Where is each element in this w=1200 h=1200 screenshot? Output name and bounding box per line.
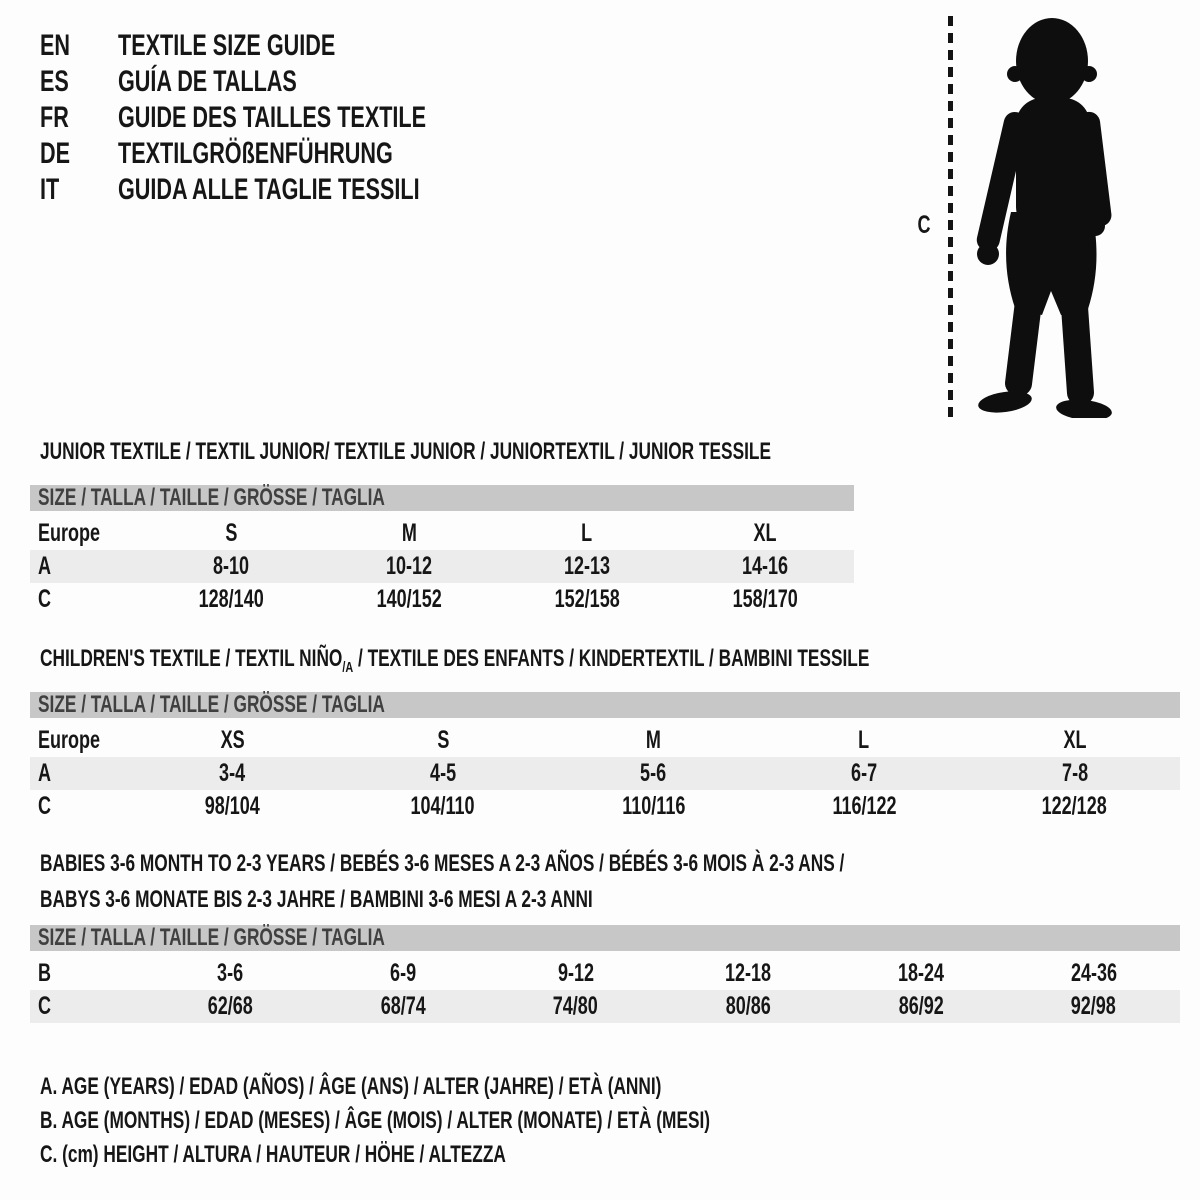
size-value-cell: 86/92 [898, 992, 944, 1020]
size-value-cell: 158/170 [732, 585, 798, 613]
row-label: C [38, 792, 52, 820]
size-header-bar: SIZE / TALLA / TAILLE / GRÖSSE / TAGLIA [30, 485, 854, 511]
size-value-cell: 128/140 [198, 585, 264, 613]
table-row-height-cm [30, 583, 854, 616]
size-value-cell: 104/110 [410, 792, 475, 820]
size-value-cell: 110/116 [621, 792, 686, 820]
size-value-cell: 24-36 [1070, 959, 1117, 987]
row-label: C [38, 585, 52, 613]
size-value-cell: 68/74 [380, 992, 426, 1020]
size-value-cell: 10-12 [385, 552, 433, 580]
children-size-table [30, 692, 1180, 823]
row-label: A [38, 552, 52, 580]
measurement-legend [40, 1070, 971, 1172]
size-header-bar: SIZE / TALLA / TAILLE / GRÖSSE / TAGLIA [30, 925, 1180, 951]
legend-line-c: C. (cm) HEIGHT / ALTURA / HAUTEUR / HÖHE / ALTEZZA [40, 1141, 506, 1168]
language-label: TEXTILGRÖßENFÜHRUNG [118, 137, 393, 170]
size-value-cell: 116/122 [832, 792, 897, 820]
language-row [40, 28, 546, 64]
size-value-cell: 80/86 [725, 992, 771, 1020]
size-value-cell: 122/128 [1042, 792, 1108, 820]
size-value-cell: 8-10 [212, 552, 250, 580]
language-row [40, 136, 546, 172]
size-value-cell: XL [1063, 726, 1087, 754]
language-code: IT [40, 173, 60, 206]
size-value-cell: 12-18 [725, 959, 772, 987]
table-row-height-cm [30, 990, 1180, 1023]
height-measure-dashed-line [948, 16, 953, 418]
size-value-cell: M [401, 519, 417, 547]
size-value-cell: 92/98 [1071, 992, 1117, 1020]
size-value-cell: 9-12 [557, 959, 594, 987]
size-value-cell: 140/152 [376, 585, 442, 613]
size-value-cell: S [224, 519, 238, 547]
toddler-silhouette-image [960, 14, 1140, 418]
size-value-cell: L [858, 726, 870, 754]
babies-size-table [30, 925, 1180, 1023]
table-row-age-years [30, 550, 854, 583]
language-label: GUÍA DE TALLAS [118, 65, 297, 98]
language-label: GUIDA ALLE TAGLIE TESSILI [118, 173, 420, 206]
table-row-height-cm [30, 790, 1180, 823]
language-code: ES [40, 65, 69, 98]
row-label: B [38, 959, 52, 987]
children-section-title: CHILDREN'S TEXTILE / TEXTIL $NIÑO_{/A}$ / TEXTILE DES ENFANTS / KINDERTEXTIL / BAMBINI TESSILE [40, 645, 870, 676]
size-value-cell: 18-24 [898, 959, 945, 987]
size-value-cell: 6-7 [851, 759, 878, 787]
language-code: FR [40, 101, 69, 134]
legend-line-a: A. AGE (YEARS) / EDAD (AÑOS) / ÂGE (ANS) / ALTER (JAHRE) / ETÀ (ANNI) [40, 1073, 662, 1100]
size-value-cell: 14-16 [741, 552, 789, 580]
language-label: GUIDE DES TAILLES TEXTILE [118, 101, 427, 134]
nino-a-subscript: /A [342, 659, 354, 676]
size-value-cell: 7-8 [1061, 759, 1088, 787]
size-value-cell: XS [220, 726, 245, 754]
language-row [40, 100, 546, 136]
height-measure-label: C [917, 211, 931, 239]
size-value-cell: 5-6 [640, 759, 667, 787]
size-value-cell: 74/80 [553, 992, 599, 1020]
size-value-cell: M [645, 726, 661, 754]
size-value-cell: 152/158 [554, 585, 620, 613]
size-value-cell: 6-9 [389, 959, 417, 987]
size-value-cell: 98/104 [204, 792, 260, 820]
size-header-bar: SIZE / TALLA / TAILLE / GRÖSSE / TAGLIA [30, 692, 1180, 718]
size-value-cell: XL [753, 519, 777, 547]
size-value-cell: 62/68 [207, 992, 253, 1020]
size-value-cell: 4-5 [429, 759, 456, 787]
language-row [40, 64, 546, 100]
language-label: TEXTILE SIZE GUIDE [118, 29, 336, 62]
size-value-cell: 3-4 [219, 759, 246, 787]
row-label: Europe [38, 726, 101, 754]
size-value-cell: 12-13 [563, 552, 611, 580]
legend-line-b: B. AGE (MONTHS) / EDAD (MESES) / ÂGE (MOIS) / ALTER (MONATE) / ETÀ (MESI) [40, 1107, 711, 1134]
junior-size-table [30, 485, 854, 616]
language-row [40, 172, 546, 208]
language-title-list [40, 28, 546, 208]
row-label: C [38, 992, 52, 1020]
language-code: DE [40, 137, 71, 170]
table-row-age-months [30, 957, 1180, 990]
row-label: A [38, 759, 52, 787]
junior-section-title: JUNIOR TEXTILE / TEXTIL JUNIOR/ TEXTILE JUNIOR / JUNIORTEXTIL / JUNIOR TESSILE [40, 438, 771, 465]
table-row-age-years [30, 757, 1180, 790]
size-value-cell: L [581, 519, 593, 547]
table-row-europe [30, 724, 1180, 757]
babies-section-title: BABIES 3-6 MONTH TO 2-3 YEARS / BEBÉS 3-6 MESES A 2-3 AÑOS / BÉBÉS 3-6 MOIS À 2-3 ANS / BABYS 3-6 MONATE BIS 2-3 JAHRE / BAMBINI 3-6 MESI A 2-3 ANNI [40, 850, 845, 913]
table-row-europe [30, 517, 854, 550]
size-value-cell: 3-6 [217, 959, 244, 987]
size-value-cell: S [436, 726, 449, 754]
row-label: Europe [38, 519, 101, 547]
language-code: EN [40, 29, 71, 62]
